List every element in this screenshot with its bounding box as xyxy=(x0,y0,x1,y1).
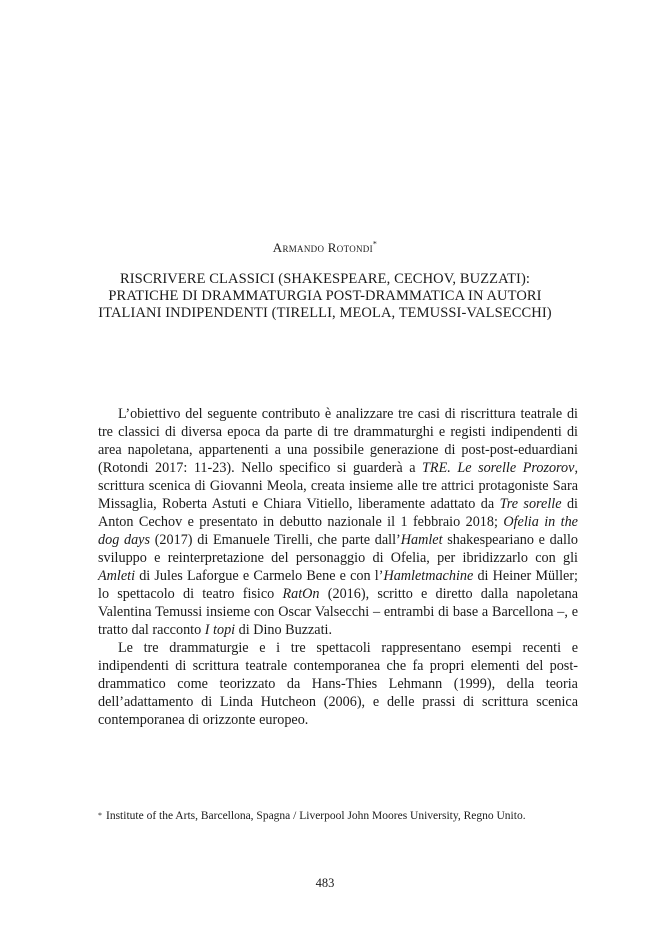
footnote-marker: * xyxy=(98,811,102,820)
paragraph-text: di Jules Laforgue e Carmelo Bene e con l’ xyxy=(135,568,384,584)
italic-title-text: I topi xyxy=(204,622,236,638)
paragraph-text: , scrittura scenica di Giovanni Meola, creata insieme alle tre attrici protagoniste Sara Missaglia, Roberta Astuti e Chiara Vitiello, liberamente adattato da xyxy=(98,460,578,512)
paragraph-text: (2017) di Emanuele Tirelli, che parte dall’ xyxy=(150,532,401,548)
paragraph-text: di Anton Cechov e presentato in debutto nazionale il 1 febbraio 2018; xyxy=(98,496,578,530)
italic-title-text: Hamletmachine xyxy=(383,568,474,584)
italic-title-text: Tre sorelle xyxy=(499,496,562,512)
paragraph-text: di Heiner Müller; lo spettacolo di teatro fisico xyxy=(98,568,578,602)
article-body xyxy=(98,405,578,729)
italic-title-text: Amleti xyxy=(98,568,136,584)
paragraph-text: (2016), scritto e diretto dalla napoletana Valentina Temussi insieme con Oscar Valsecchi – entrambi di base a Barcellona –, e tratto dal racconto xyxy=(98,586,579,638)
footnote-text: Institute of the Arts, Barcellona, Spagna / Liverpool John Moores University, Regno Unito. xyxy=(106,810,526,822)
italic-title-text: RatOn xyxy=(282,586,320,602)
paragraph-text: di Dino Buzzati. xyxy=(235,622,333,638)
footnote xyxy=(98,809,588,823)
author-name xyxy=(0,240,650,256)
page-number: 483 xyxy=(315,876,335,890)
article-title xyxy=(60,271,590,322)
paragraph-text: Le tre drammaturgie e i tre spettacoli rappresentano esempi recenti e indipendenti di scrittura teatrale contemporanea che fa propri elementi del post-drammatico come teorizzato da Hans-Thies Lehmann (1999), della teoria dell’adattamento di Linda Hutcheon (2006), e delle prassi di scrittura scenica contemporanea di orizzonte europeo. xyxy=(98,640,578,728)
paragraph-2 xyxy=(98,639,578,729)
title-line-3: ITALIANI INDIPENDENTI (TIRELLI, MEOLA, TEMUSSI-VALSECCHI) xyxy=(98,305,552,321)
author-footnote-marker: * xyxy=(372,239,378,249)
title-line-2: PRATICHE DI DRAMMATURGIA POST-DRAMMATICA IN AUTORI xyxy=(108,288,542,304)
italic-title-text: Hamlet xyxy=(400,532,443,548)
paragraph-1 xyxy=(98,405,578,639)
italic-title-text: Ofelia in the dog days xyxy=(98,514,578,548)
paragraph-text: shakespeariano e dallo sviluppo e reinterpretazione del personaggio di Ofelia, per ibridizzarlo con gli xyxy=(98,532,578,566)
paragraph-text: L’obiettivo del seguente contributo è analizzare tre casi di riscrittura teatrale di tre classici di diversa epoca da parte di tre drammaturghi e registi indipendenti di area napoletana, appartenenti a una possibile generazione di post-post-eduardiani (Rotondi 2017: 11-23). Nello specifico si guarderà a xyxy=(98,406,578,476)
title-line-1: RISCRIVERE CLASSICI (SHAKESPEARE, CECHOV, BUZZATI): xyxy=(119,271,531,287)
italic-title-text: TRE. Le sorelle Prozorov xyxy=(422,460,575,476)
author-name-text: Armando Rotondi xyxy=(272,240,373,255)
